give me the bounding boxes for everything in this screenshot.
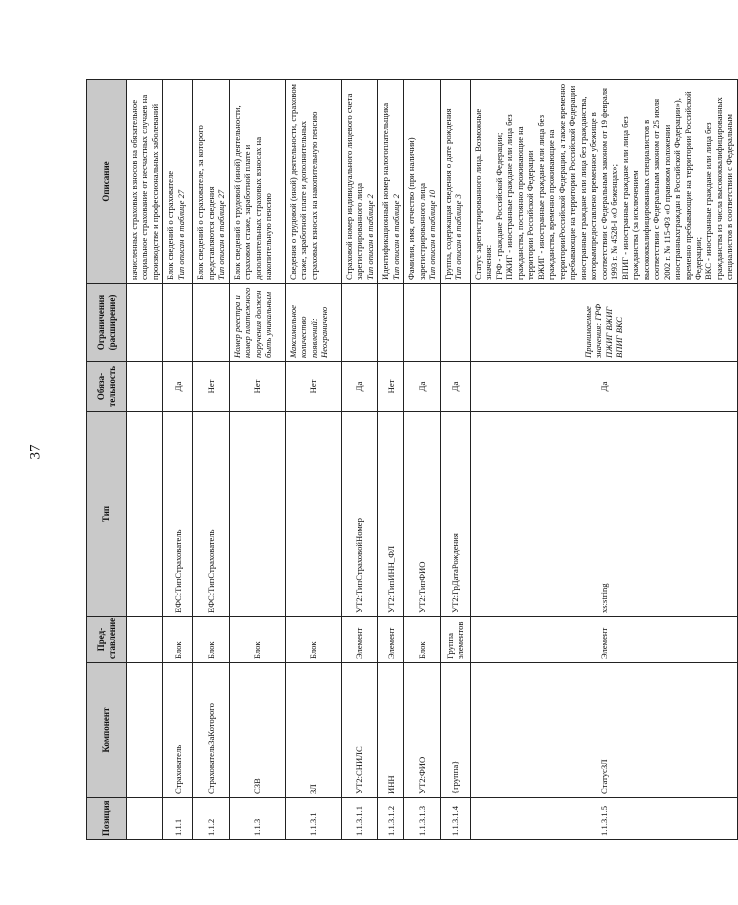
- representation-cell: Группа элементов: [440, 617, 470, 663]
- position-cell: 1.1.1: [163, 798, 193, 840]
- representation-cell: Элемент: [378, 617, 404, 663]
- type-reference-note: Тип описан в таблице 3: [453, 194, 464, 280]
- description-cell: [404, 80, 440, 284]
- required-cell: Нет: [378, 362, 404, 412]
- representation-cell: Элемент: [470, 617, 737, 663]
- restrictions-cell: [404, 284, 440, 362]
- description-line: Блок сведений о страхователе: [165, 170, 176, 280]
- type-cell: УТ2:ТипФИО: [404, 412, 440, 617]
- table-row: [404, 80, 440, 840]
- required-cell: Нет: [229, 362, 285, 412]
- description-line: Сведения о трудовой (иной) деятельности, страховом стаже, заработной плате и дополнительных страховых взносах на накопительную пенсию: [287, 84, 319, 280]
- required-cell: Нет: [285, 362, 341, 412]
- representation-cell: Блок: [229, 617, 285, 663]
- table-row: [378, 80, 404, 840]
- representation-cell: Блок: [404, 617, 440, 663]
- header-required: Обяза-тельность: [87, 362, 127, 412]
- type-cell: [229, 412, 285, 617]
- header-position: Позиция: [87, 798, 127, 840]
- representation-cell: Элемент: [341, 617, 377, 663]
- header-component: Компонент: [87, 663, 127, 798]
- component-cell: УТ2:СНИЛС: [341, 663, 377, 798]
- type-reference-note: Тип описан в таблице 27: [216, 189, 227, 280]
- required-cell: Нет: [193, 362, 229, 412]
- rotated-table-page: [86, 80, 735, 840]
- position-cell: 1.1.3.1.5: [470, 798, 737, 840]
- page-number: 37: [27, 444, 44, 460]
- header-type: Тип: [87, 412, 127, 617]
- description-cell: [285, 80, 341, 284]
- table-row: [470, 80, 737, 840]
- restrictions-cell: [440, 284, 470, 362]
- description-line: ВПИГ - иностранные граждане или лица без гражданства (за исключением высококвалифицированных специалистов в соответствии с Федеральным законом от 25 июля 2002 г. № 115-ФЗ «О правовом положении иностранныхграждан в Российской Федерации»), временно пребывающие на территории Российской Федерации;: [619, 91, 703, 280]
- table-header-row: [87, 80, 127, 840]
- type-cell: ЕФС:ТипСтрахователь: [193, 412, 229, 617]
- description-line: Блок сведений о страхователе, за которого представляются сведения: [195, 125, 216, 280]
- table-row: [341, 80, 377, 840]
- position-cell: 1.1.3.1.4: [440, 798, 470, 840]
- component-cell: ЗЛ: [285, 663, 341, 798]
- description-line: Идентификационный номер налогоплательщика: [380, 102, 391, 280]
- description-line: ПЖИГ - иностранные граждане или лица без гражданства, постоянно проживающие на территории Российской Федерации: [504, 114, 536, 280]
- component-cell: Страхователь: [163, 663, 193, 798]
- description-line: ГРФ - граждане Российской Федерации;: [493, 132, 504, 280]
- schema-table: [86, 79, 738, 840]
- description-line: ВЖИГ - иностранные граждане или лица без гражданства, временно проживающие на территорииРоссийской Федерации, а также временно пребывающие на территории Российской Федерации иностранные граждане или лица без гражданства, которымпредоставлено временное убежище в соответствии с Федеральным законом от 19 февраля 1993 г. № 4528-I «О беженцах»;: [535, 83, 620, 280]
- type-cell: УТ2:ТипИНН_ФЛ: [378, 412, 404, 617]
- restrictions-cell: [341, 284, 377, 362]
- description-cell: [193, 80, 229, 284]
- component-cell: Страхователь3аКоторого: [193, 663, 229, 798]
- table-row: [193, 80, 229, 840]
- restrictions-cell: [378, 284, 404, 362]
- table-row-continuation: [127, 80, 163, 840]
- table-row: [285, 80, 341, 840]
- description-cell: [229, 80, 285, 284]
- header-restrictions: Ограничения (расширение): [87, 284, 127, 362]
- description-cell: [163, 80, 193, 284]
- description-line: Блок сведений о трудовой (иной) деятельности, страховом стаже, заработной плате и дополнительных страховых взносах на накопительную пенсию: [231, 105, 274, 280]
- position-cell: 1.1.3.1.3: [404, 798, 440, 840]
- required-cell: Да: [163, 362, 193, 412]
- type-reference-note: Тип описан в таблице 2: [364, 194, 375, 280]
- restrictions-cell: Максимальное количество появлений: Неограничено: [285, 284, 341, 362]
- type-cell: УТ2:ТипСтраховойНомер: [341, 412, 377, 617]
- description-line: Страховой номер индивидуального лицевого счета зарегистрированного лица: [343, 93, 365, 280]
- component-cell: СЗВ: [229, 663, 285, 798]
- component-cell: ИНН: [378, 663, 404, 798]
- table-row: [229, 80, 285, 840]
- header-description: Описание: [87, 80, 127, 284]
- description-line: Статус зарегистрированного лица. Возможные значения:: [472, 108, 494, 280]
- header-representation: Пред-ставление: [87, 617, 127, 663]
- required-cell: Да: [341, 362, 377, 412]
- type-cell: [285, 412, 341, 617]
- component-cell: {группа}: [440, 663, 470, 798]
- restrictions-cell: [193, 284, 229, 362]
- type-cell: УТ2:ГрДатаРождения: [440, 412, 470, 617]
- required-cell: Да: [470, 362, 737, 412]
- type-reference-note: Тип описан в таблице 2: [390, 194, 401, 280]
- type-reference-note: Тип описан в таблице 27: [175, 189, 186, 280]
- description-cell: [378, 80, 404, 284]
- position-cell: 1.1.3.1.1: [341, 798, 377, 840]
- type-reference-note: Тип описан в таблице 10: [427, 189, 438, 280]
- description-cell: [470, 80, 737, 284]
- representation-cell: Блок: [163, 617, 193, 663]
- component-cell: УТ2:ФИО: [404, 663, 440, 798]
- position-cell: 1.1.3: [229, 798, 285, 840]
- table-row: [440, 80, 470, 840]
- required-cell: Да: [440, 362, 470, 412]
- description-line: Группа, содержащая сведения о дате рождения: [442, 108, 453, 280]
- position-cell: 1.1.3.1: [285, 798, 341, 840]
- type-cell: xs:string: [470, 412, 737, 617]
- representation-cell: Блок: [193, 617, 229, 663]
- type-cell: ЕФС:ТипСтрахователь: [163, 412, 193, 617]
- description-line: Фамилия, имя, отчество (при наличии) зарегистрированного лица: [406, 137, 427, 280]
- position-cell: 1.1.2: [193, 798, 229, 840]
- representation-cell: Блок: [285, 617, 341, 663]
- restrictions-cell: Принимаемые значения: ГРФ ПЖИГ ВЖИГ ВПИГ ВКС: [470, 284, 737, 362]
- component-cell: СтатусЗЛ: [470, 663, 737, 798]
- restrictions-cell: Номер реестра и номер платежного поручения должен быть уникальным: [229, 284, 285, 362]
- position-cell: 1.1.3.1.2: [378, 798, 404, 840]
- required-cell: Да: [404, 362, 440, 412]
- description-line: ВКС - иностранные граждане или лица без гражданства из числа высококвалифицированных специалистов в соответствии с Федеральным: [703, 97, 735, 280]
- table-row: [163, 80, 193, 840]
- continuation-description: начисленных страховых взносов на обязательное социальное страхование от несчастных случаев на производстве и профессиональных заболеваний: [127, 80, 163, 284]
- restrictions-cell: [163, 284, 193, 362]
- description-cell: [440, 80, 470, 284]
- description-cell: [341, 80, 377, 284]
